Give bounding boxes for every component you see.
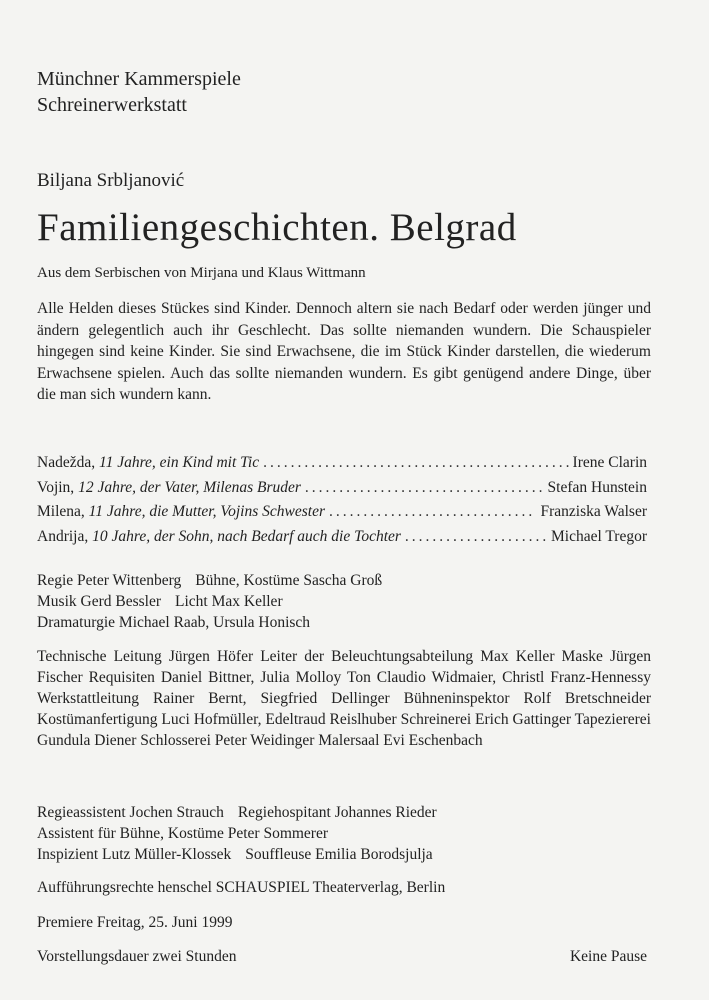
credit-line — [37, 570, 651, 591]
credit-regieassistent: Regieassistent Jochen Strauch — [37, 804, 224, 821]
technical-credits — [37, 646, 651, 751]
performance-rights: Aufführungsrechte henschel SCHAUSPIEL Theaterverlag, Berlin — [37, 879, 446, 896]
author-name: Biljana Srbljanović — [37, 170, 185, 191]
premiere-date: Premiere Freitag, 25. Juni 1999 — [37, 914, 233, 931]
character-description: 11 Jahre, die Mutter, Vojins Schwester — [88, 503, 325, 520]
actor-name: Stefan Hunstein — [547, 478, 647, 496]
cast-row — [37, 500, 647, 525]
cast-role — [37, 500, 325, 525]
actor-name: Irene Clarin — [572, 454, 647, 471]
venue-stage: Schreinerwerkstatt — [37, 94, 187, 116]
cast-list — [37, 451, 647, 549]
production-credits — [37, 570, 651, 633]
credit-regiehospitant: Regiehospitant Johannes Rieder — [237, 804, 437, 821]
intermission-note: Keine Pause — [569, 948, 647, 965]
leader-dots — [305, 476, 544, 501]
character-description: 11 Jahre, ein Kind mit Tic — [98, 454, 260, 471]
actor-name: Michael Tregor — [550, 527, 647, 545]
character-name: Milena, — [37, 503, 85, 520]
translation-credit: Aus dem Serbischen von Mirjana und Klaus Wittmann — [37, 265, 366, 281]
leader-dots — [263, 451, 568, 476]
character-description: 10 Jahre, der Sohn, nach Bedarf auch die Tochter — [92, 527, 401, 545]
credit-souffleuse: Souffleuse Emilia Borodsjulja — [245, 846, 433, 863]
intro-text: Alle Helden dieses Stückes sind Kinder. Dennoch altern sie nach Bedarf oder werden jünger und ändern gelegentlich auch ihr Geschlecht. Das sollte niemanden wundern. Die Schauspieler hingegen sind keine Kinder. Sie sind Erwachsene, die im Stück Kinder darstellen, die wiederum Erwachsene spielen. Auch das sollte niemanden wundern. Es gibt genügend andere Dinge, über die man sich wundern kann. — [37, 300, 651, 403]
technical-text: Technische Leitung Jürgen Höfer Leiter der Beleuchtungsabteilung Max Keller Maske Jürgen Fischer Requisiten Daniel Bittner, Julia Molloy Ton Claudio Widmaier, Christl Franz-Hennessy Werkstattleitung Rainer Bernt, Siegfried Dellinger Bühneninspektor Rolf Bretschneider Kostümanfertigung Luci Hofmüller, Edeltraud Reislhuber Schreinerei Erich Gattinger Tapeziererei Gundula Diener Schlosserei Peter Weidinger Malersaal Evi Eschenbach — [37, 648, 651, 749]
intro-paragraph — [37, 298, 651, 406]
credit-buehne: Bühne, Kostüme Sascha Groß — [195, 572, 383, 589]
credit-line — [37, 591, 651, 612]
credit-regie: Regie Peter Wittenberg — [37, 572, 182, 589]
cast-row — [37, 451, 647, 476]
play-title: Familiengeschichten. Belgrad — [37, 206, 517, 249]
cast-role — [37, 451, 259, 476]
assistant-credits — [37, 802, 651, 865]
credit-line — [37, 802, 651, 823]
character-name: Andrija, — [37, 527, 89, 545]
credit-line — [37, 612, 651, 633]
actor-name: Franziska Walser — [540, 503, 647, 520]
leader-dots — [405, 525, 547, 550]
duration-line — [37, 946, 647, 967]
cast-row — [37, 476, 647, 501]
credit-assistent: Assistent für Bühne, Kostüme Peter Sommerer — [37, 825, 329, 842]
venue-name: Münchner Kammerspiele — [37, 68, 241, 90]
venue-heading — [37, 66, 241, 118]
credit-inspizient: Inspizient Lutz Müller-Klossek — [37, 846, 232, 863]
credit-line — [37, 823, 651, 844]
cast-role — [37, 525, 401, 550]
character-name: Nadežda, — [37, 454, 96, 471]
credit-musik: Musik Gerd Bessler — [37, 593, 161, 610]
character-description: 12 Jahre, der Vater, Milenas Bruder — [78, 478, 301, 496]
cast-role — [37, 476, 301, 501]
running-time: Vorstellungsdauer zwei Stunden — [37, 948, 237, 965]
character-name: Vojin, — [37, 478, 75, 496]
credit-dramaturgie: Dramaturgie Michael Raab, Ursula Honisch — [37, 614, 311, 631]
credit-line — [37, 844, 651, 865]
cast-row — [37, 525, 647, 550]
leader-dots — [329, 500, 536, 525]
credit-licht: Licht Max Keller — [175, 593, 283, 610]
